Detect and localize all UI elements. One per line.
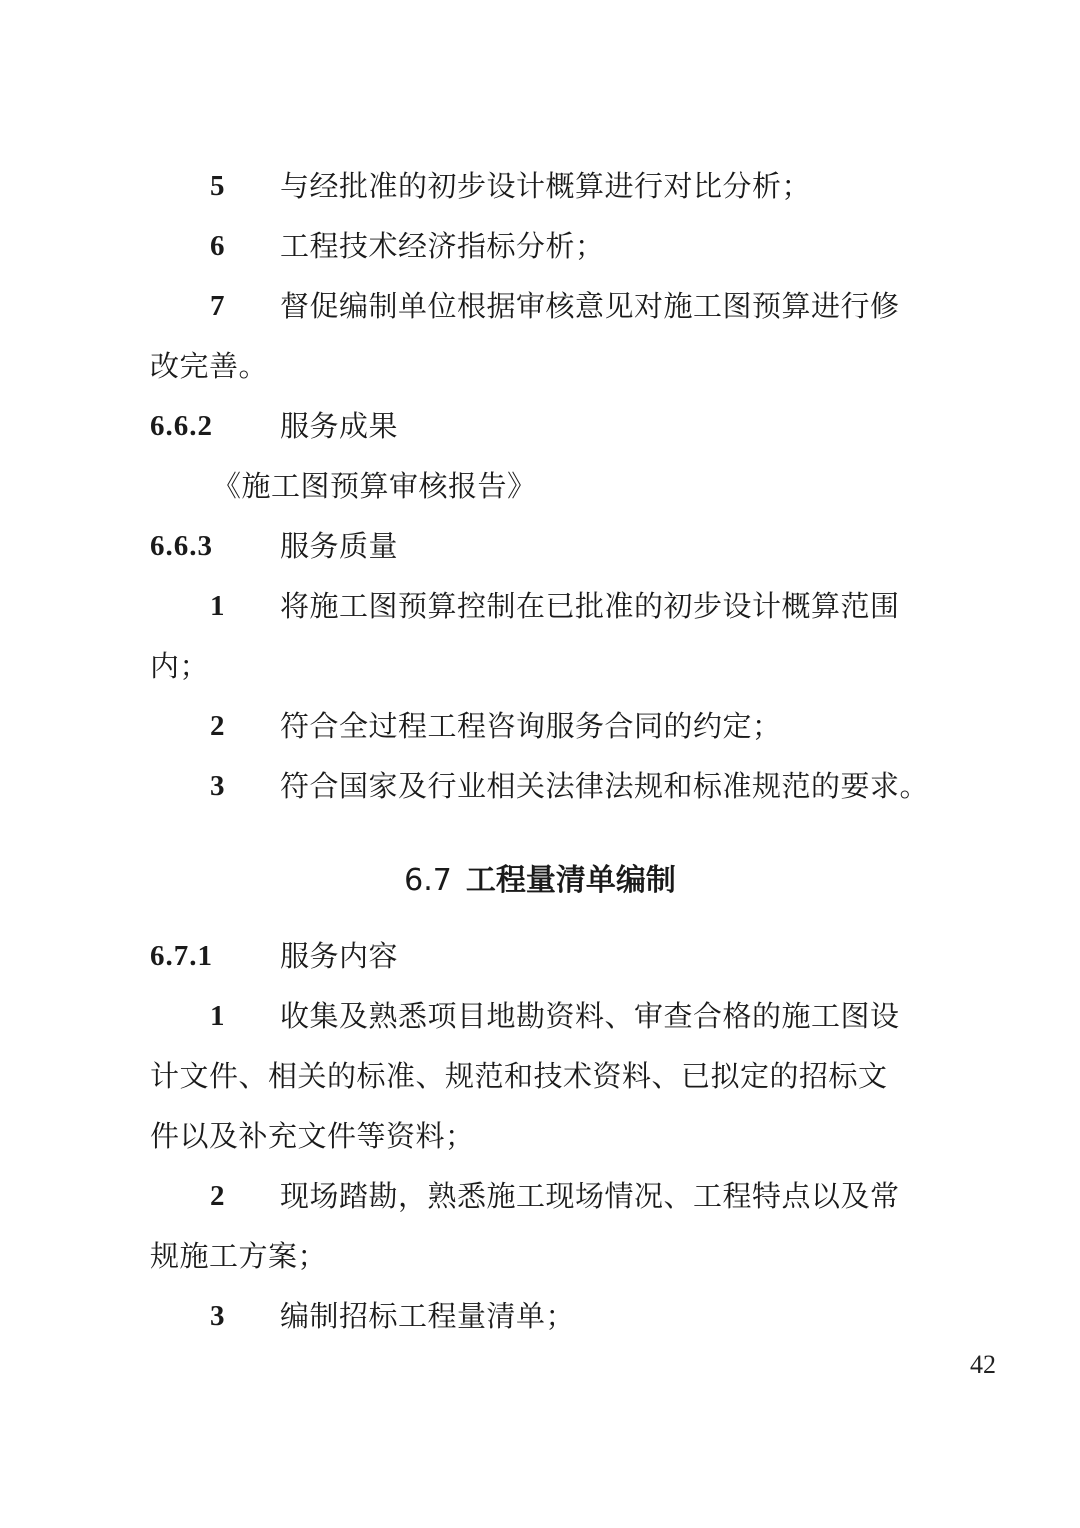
item-number: 7: [210, 290, 225, 322]
item-text: 改完善。: [150, 349, 269, 383]
list-item: [150, 1176, 930, 1216]
item-text: 内；: [150, 649, 210, 683]
paragraph: [150, 466, 930, 506]
item-text: 符合国家及行业相关法律法规和标准规范的要求。: [280, 769, 930, 803]
section-heading: [150, 526, 930, 566]
item-text: 工程技术经济指标分析；: [280, 229, 605, 263]
item-text: 件以及补充文件等资料；: [150, 1119, 475, 1153]
list-item-continuation: [150, 1116, 930, 1156]
list-item-continuation: [150, 1056, 930, 1096]
item-number: 2: [210, 1180, 225, 1212]
item-text: 规施工方案；: [150, 1239, 328, 1273]
list-item: [150, 226, 930, 266]
section-heading: [150, 406, 930, 446]
section-number: 6.6.3: [150, 530, 213, 562]
section-number: 6.6.2: [150, 410, 213, 442]
page-number: 42: [970, 1350, 996, 1379]
list-item: [150, 166, 930, 206]
item-text: 现场踏勘，熟悉施工现场情况、工程特点以及常: [280, 1179, 900, 1213]
list-item: [150, 1296, 930, 1336]
item-text: 符合全过程工程咨询服务合同的约定；: [280, 709, 782, 743]
section-heading: [150, 936, 930, 976]
item-number: 2: [210, 710, 225, 742]
chapter-number: 6.7: [404, 863, 452, 898]
item-number: 3: [210, 1300, 225, 1332]
report-title: 《施工图预算审核报告》: [212, 469, 537, 503]
section-number: 6.7.1: [150, 940, 213, 972]
list-item: [150, 706, 930, 746]
list-item: [150, 766, 930, 806]
item-text: 督促编制单位根据审核意见对施工图预算进行修: [280, 289, 900, 323]
section-title: 服务内容: [280, 939, 399, 973]
chapter-title: 工程量清单编制: [465, 863, 676, 898]
item-text: 将施工图预算控制在已批准的初步设计概算范围: [280, 589, 900, 623]
list-item-continuation: [150, 1236, 930, 1276]
list-item-continuation: [150, 646, 930, 686]
section-title: 服务质量: [280, 529, 399, 563]
list-item: [150, 286, 930, 326]
section-title: 服务成果: [280, 409, 399, 443]
item-text: 收集及熟悉项目地勘资料、审查合格的施工图设: [280, 999, 900, 1033]
item-number: 3: [210, 770, 225, 802]
item-number: 1: [210, 590, 225, 622]
item-text: 计文件、相关的标准、规范和技术资料、已拟定的招标文: [150, 1059, 888, 1093]
list-item: [150, 996, 930, 1036]
list-item: [150, 586, 930, 626]
item-text: 与经批准的初步设计概算进行对比分析；: [280, 169, 812, 203]
item-text: 编制招标工程量清单；: [280, 1299, 576, 1333]
item-number: 6: [210, 230, 225, 262]
item-number: 1: [210, 1000, 225, 1032]
item-number: 5: [210, 170, 225, 202]
chapter-heading: [0, 859, 1080, 903]
list-item-continuation: [150, 346, 930, 386]
